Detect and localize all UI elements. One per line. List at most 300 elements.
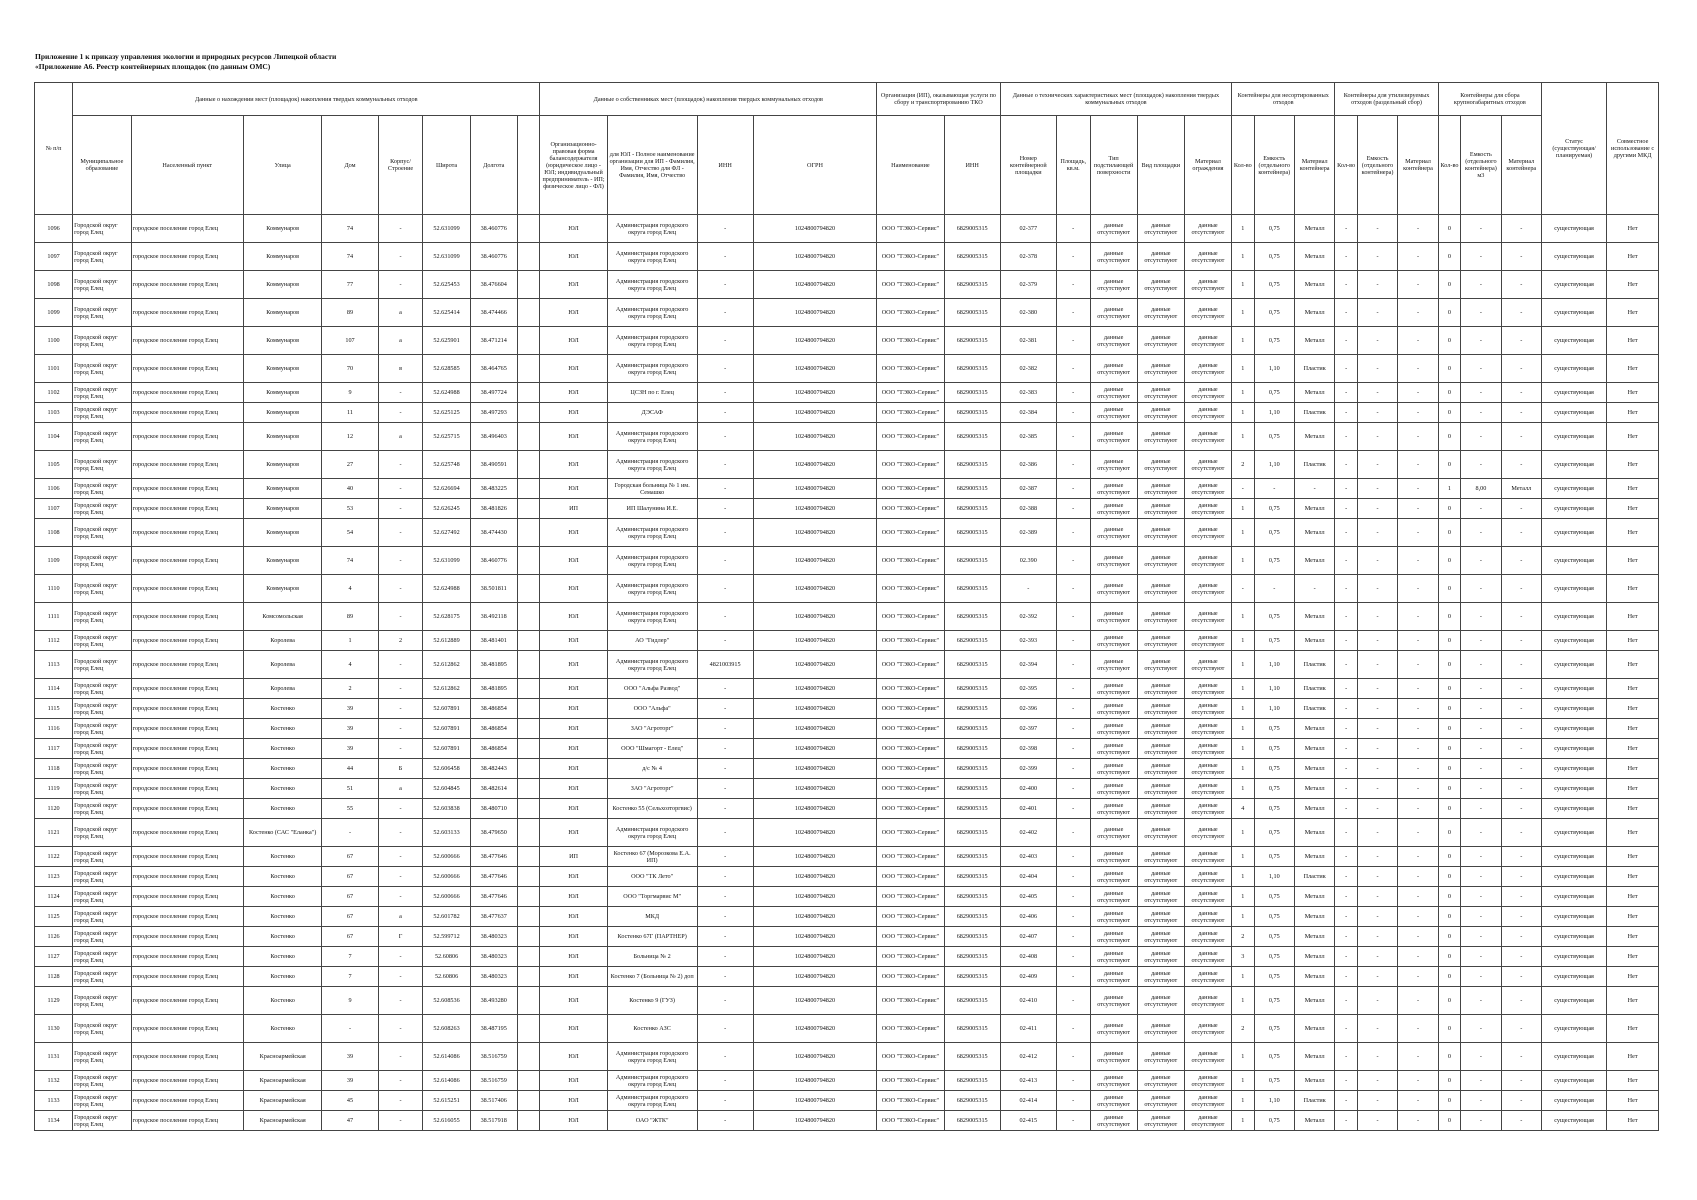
table-cell: - [1357,1071,1397,1091]
table-cell: - [1056,887,1090,907]
table-row [35,927,1659,947]
table-cell: - [1501,243,1541,271]
table-cell: - [1357,847,1397,867]
table-cell: 0,75 [1254,547,1294,575]
table-cell: данные отсутствуют [1137,847,1184,867]
table-cell: - [1461,451,1501,479]
table-cell: 52.601782 [423,907,470,927]
table-cell: 52.604845 [423,779,470,799]
table-cell: 1024800794820 [753,947,877,967]
table-cell: - [378,1043,423,1071]
table-cell: данные отсутствуют [1090,547,1137,575]
table-cell: ООО "ТЭКО-Сервис" [877,299,944,327]
column-header: Наименование [877,116,944,215]
table-cell: Г [378,927,423,947]
table-cell: 51 [322,779,378,799]
table-cell: Коммунаров [243,243,322,271]
table-cell [517,271,540,299]
table-cell: ЮЛ [540,987,607,1015]
table-cell: данные отсутствуют [1137,967,1184,987]
table-cell: 52.614086 [423,1071,470,1091]
table-cell: 0 [1438,967,1460,987]
table-cell: Администрация городского округа город Елец [607,327,697,355]
table-cell: данные отсутствуют [1090,867,1137,887]
table-cell: - [1335,243,1357,271]
table-cell: - [378,719,423,739]
table-cell: 38.471214 [470,327,517,355]
table-cell: 1024800794820 [753,1111,877,1131]
table-cell: 0 [1438,847,1460,867]
table-row [35,867,1659,887]
table-cell: 1024800794820 [753,499,877,519]
table-row [35,1091,1659,1111]
table-cell: - [378,847,423,867]
table-row [35,383,1659,403]
table-cell: 39 [322,719,378,739]
table-cell: - [1461,403,1501,423]
table-cell: ООО "Альфа" [607,699,697,719]
table-cell: данные отсутствуют [1137,423,1184,451]
table-cell: - [1461,499,1501,519]
table-cell: - [1335,739,1357,759]
table-row [35,575,1659,603]
table-cell: - [1357,679,1397,699]
table-cell: 1024800794820 [753,679,877,699]
table-cell: Костенко [243,927,322,947]
table-cell: 1 [1232,779,1254,799]
table-cell: 1130 [35,1015,73,1043]
table-cell: ЮЛ [540,927,607,947]
table-cell: 6829005315 [944,383,1000,403]
table-cell: - [1501,1091,1541,1111]
table-cell: ДЭСАФ [607,403,697,423]
table-cell: - [1398,907,1438,927]
table-cell: Коммунаров [243,547,322,575]
table-cell: Городской округ город Елец [73,271,131,299]
table-cell: 02-386 [1000,451,1056,479]
table-cell: 52.631099 [423,243,470,271]
table-cell: - [1357,799,1397,819]
table-cell: Коммунаров [243,499,322,519]
table-cell: Костенко [243,1015,322,1043]
table-cell: - [1501,1015,1541,1043]
table-cell: Костенко [243,699,322,719]
group-header: Совместное использование с другими МКД [1607,83,1659,215]
table-cell: данные отсутствуют [1137,631,1184,651]
table-cell: 1024800794820 [753,1015,877,1043]
table-cell: ООО "ТЭКО-Сервис" [877,739,944,759]
table-cell: существующая [1542,651,1607,679]
table-cell: - [378,499,423,519]
table-cell: Коммунаров [243,519,322,547]
table-cell: а [378,907,423,927]
table-cell: - [1056,299,1090,327]
table-cell: - [697,847,753,867]
table-cell: 1024800794820 [753,299,877,327]
table-cell [517,819,540,847]
table-cell: ЮЛ [540,631,607,651]
table-cell: Коммунаров [243,423,322,451]
table-cell: Металл [1294,987,1334,1015]
table-cell: 1024800794820 [753,847,877,867]
table-cell: 38.493280 [470,987,517,1015]
table-cell: - [1056,759,1090,779]
table-cell: Администрация городского округа город Елец [607,819,697,847]
table-cell: 1101 [35,355,73,383]
column-header: Материал контейнера [1294,116,1334,215]
table-cell: - [1398,947,1438,967]
table-cell: 02-393 [1000,631,1056,651]
table-cell: Нет [1607,867,1659,887]
table-cell: существующая [1542,1111,1607,1131]
table-cell: - [1056,327,1090,355]
table-cell: Нет [1607,847,1659,867]
table-cell: - [1398,215,1438,243]
column-header: Вид площадки [1137,116,1184,215]
table-cell: 38.486854 [470,739,517,759]
table-cell: 6829005315 [944,867,1000,887]
table-cell: 52.626245 [423,499,470,519]
table-cell: 1 [1232,1043,1254,1071]
table-cell: 1100 [35,327,73,355]
table-cell: существующая [1542,927,1607,947]
table-cell: Нет [1607,631,1659,651]
table-cell: - [1501,403,1541,423]
table-cell: 1 [1232,739,1254,759]
table-cell: - [697,1071,753,1091]
table-cell: ЮЛ [540,1015,607,1043]
table-cell: 1131 [35,1043,73,1071]
table-cell: - [378,451,423,479]
table-cell: 1124 [35,887,73,907]
table-cell: - [1232,575,1254,603]
table-cell: Нет [1607,679,1659,699]
table-cell: - [1357,575,1397,603]
table-cell: Нет [1607,759,1659,779]
table-cell: 4 [322,651,378,679]
table-cell: 1024800794820 [753,423,877,451]
table-cell: 52.615251 [423,1091,470,1111]
table-cell: данные отсутствуют [1184,967,1231,987]
table-cell [517,1091,540,1111]
table-cell: ООО "Торгмарвис М" [607,887,697,907]
table-cell: - [1357,355,1397,383]
table-cell: - [1056,1091,1090,1111]
table-cell: данные отсутствуют [1137,699,1184,719]
table-cell: 52.631099 [423,215,470,243]
table-cell: существующая [1542,631,1607,651]
table-cell: 02-411 [1000,1015,1056,1043]
table-cell: Городской округ город Елец [73,987,131,1015]
table-cell: - [697,451,753,479]
table-cell: 52.628585 [423,355,470,383]
table-cell: Нет [1607,699,1659,719]
table-row [35,699,1659,719]
table-cell: данные отсутствуют [1184,499,1231,519]
table-cell: - [1461,603,1501,631]
column-header: Корпус/Строение [378,116,423,215]
table-cell: 1024800794820 [753,383,877,403]
table-cell: городское поселение город Елец [131,907,243,927]
table-cell: а [378,779,423,799]
table-cell: Городской округ город Елец [73,799,131,819]
table-cell: 0 [1438,1071,1460,1091]
table-cell: - [1056,799,1090,819]
table-cell: Городской округ город Елец [73,1043,131,1071]
table-cell: ООО "ТЭКО-Сервис" [877,679,944,699]
table-cell: 1 [1232,1071,1254,1091]
table-cell: 39 [322,699,378,719]
table-cell: 52.60806 [423,967,470,987]
table-cell: 1 [1232,499,1254,519]
table-cell [517,679,540,699]
table-cell: - [1335,1043,1357,1071]
table-cell: существующая [1542,679,1607,699]
table-cell: - [1501,575,1541,603]
table-cell: данные отсутствуют [1090,355,1137,383]
table-cell: - [1501,499,1541,519]
table-cell: 1128 [35,967,73,987]
table-cell: - [378,739,423,759]
table-cell: 4821003915 [697,651,753,679]
table-cell: 6829005315 [944,719,1000,739]
table-cell: 38.487195 [470,1015,517,1043]
table-cell: Металл [1294,1015,1334,1043]
table-cell: - [1335,719,1357,739]
table-cell: - [1056,699,1090,719]
table-cell: Металл [1294,947,1334,967]
table-cell: 27 [322,451,378,479]
table-cell: Коммунаров [243,215,322,243]
table-cell: городское поселение город Елец [131,967,243,987]
table-cell: - [697,719,753,739]
table-cell: Нет [1607,907,1659,927]
table-cell: 02-412 [1000,1043,1056,1071]
table-cell: 1 [1232,519,1254,547]
table-cell: данные отсутствуют [1090,779,1137,799]
table-cell: 39 [322,739,378,759]
table-cell: городское поселение город Елец [131,1043,243,1071]
table-cell: данные отсутствуют [1184,271,1231,299]
table-cell: Металл [1501,479,1541,499]
table-cell: 1 [1232,547,1254,575]
table-cell: 1115 [35,699,73,719]
table-cell: 6829005315 [944,759,1000,779]
table-cell: 38.480323 [470,967,517,987]
table-cell: Городской округ город Елец [73,299,131,327]
table-cell: 1 [1232,215,1254,243]
table-cell: - [1398,519,1438,547]
table-cell: 52.612862 [423,679,470,699]
table-cell: 6829005315 [944,499,1000,519]
table-cell: 1096 [35,215,73,243]
table-cell: 6829005315 [944,1091,1000,1111]
table-cell: существующая [1542,479,1607,499]
table-cell: данные отсутствуют [1184,679,1231,699]
table-row [35,519,1659,547]
table-cell: Городской округ город Елец [73,603,131,631]
table-cell: 67 [322,887,378,907]
table-cell: - [1501,847,1541,867]
table-cell: 1024800794820 [753,967,877,987]
table-cell: 52.624988 [423,383,470,403]
table-cell: 0 [1438,739,1460,759]
column-header: Площадь, кв.м. [1056,116,1090,215]
table-cell: - [1398,799,1438,819]
table-cell: Нет [1607,779,1659,799]
table-row [35,947,1659,967]
table-cell: - [1056,383,1090,403]
table-cell: - [697,243,753,271]
table-cell: существующая [1542,759,1607,779]
table-cell: 0,75 [1254,215,1294,243]
table-cell: - [1461,739,1501,759]
table-row [35,423,1659,451]
table-cell: Нет [1607,479,1659,499]
table-cell: Нет [1607,1071,1659,1091]
table-cell [517,927,540,947]
table-cell: 0 [1438,799,1460,819]
table-cell: данные отсутствуют [1090,927,1137,947]
table-cell: Металл [1294,967,1334,987]
table-cell: 38.517406 [470,1091,517,1111]
table-cell: Костенко 7 (Больница № 2) доп [607,967,697,987]
column-header: Дом [322,116,378,215]
table-cell: 54 [322,519,378,547]
table-row [35,631,1659,651]
column-header: Кол-во [1438,116,1460,215]
table-cell: - [1398,987,1438,1015]
table-cell: данные отсутствуют [1090,1071,1137,1091]
table-cell: данные отсутствуют [1137,679,1184,699]
table-cell: 1,10 [1254,403,1294,423]
table-cell: - [1335,403,1357,423]
table-cell: - [1056,1043,1090,1071]
table-cell: ЮЛ [540,799,607,819]
table-cell: 02-387 [1000,479,1056,499]
table-cell: существующая [1542,499,1607,519]
table-cell: данные отсутствуют [1137,403,1184,423]
table-cell: - [378,243,423,271]
table-cell: данные отсутствуют [1184,1043,1231,1071]
table-cell: 52.625125 [423,403,470,423]
table-cell: 6829005315 [944,779,1000,799]
table-cell: данные отсутствуют [1137,867,1184,887]
table-cell: данные отсутствуют [1090,947,1137,967]
table-cell: данные отсутствуют [1090,819,1137,847]
table-cell: 38.490591 [470,451,517,479]
table-cell: Городской округ город Елец [73,759,131,779]
table-cell: ООО "ТЭКО-Сервис" [877,759,944,779]
table-cell: - [1357,451,1397,479]
table-cell: данные отсутствуют [1090,1111,1137,1131]
table-row [35,1111,1659,1131]
table-cell: Нет [1607,499,1659,519]
table-row [35,719,1659,739]
group-header: Контейнеры для утилизируемых отходов (раздельный сбор) [1335,83,1438,116]
table-cell: 6829005315 [944,799,1000,819]
table-cell: данные отсутствуют [1184,847,1231,867]
group-header: Данные о нахождении мест (площадок) накопления твердых коммунальных отходов [73,83,540,116]
table-cell: ЮЛ [540,779,607,799]
table-cell: 1097 [35,243,73,271]
table-cell: Костенко [243,779,322,799]
table-cell: - [1335,1071,1357,1091]
table-cell: городское поселение город Елец [131,423,243,451]
table-cell: данные отсутствуют [1090,907,1137,927]
table-cell: - [1335,847,1357,867]
table-cell: 1109 [35,547,73,575]
table-cell: - [378,1091,423,1111]
table-cell: - [1398,547,1438,575]
table-cell: 0 [1438,1043,1460,1071]
table-cell: 1,10 [1254,867,1294,887]
table-cell: 38.474466 [470,299,517,327]
column-header: ОГРН [753,116,877,215]
table-cell: данные отсутствуют [1137,907,1184,927]
table-cell: 11 [322,403,378,423]
table-cell: Городской округ город Елец [73,887,131,907]
table-cell: ООО "ТЭКО-Сервис" [877,947,944,967]
table-cell: данные отсутствуют [1184,603,1231,631]
table-cell: Металл [1294,327,1334,355]
table-cell: 6829005315 [944,423,1000,451]
column-header: ИНН [944,116,1000,215]
table-cell: - [378,887,423,907]
table-cell: Городской округ город Елец [73,927,131,947]
table-cell [517,799,540,819]
table-cell: ООО "ТЭКО-Сервис" [877,651,944,679]
table-cell: городское поселение город Елец [131,1015,243,1043]
table-cell: существующая [1542,967,1607,987]
table-cell: данные отсутствуют [1184,719,1231,739]
table-cell: 52.625901 [423,327,470,355]
table-cell: 0,75 [1254,299,1294,327]
table-cell: ЦСЗН по г. Елец [607,383,697,403]
table-cell: - [1335,631,1357,651]
table-cell: данные отсутствуют [1184,987,1231,1015]
table-cell: данные отсутствуют [1137,299,1184,327]
table-cell: городское поселение город Елец [131,927,243,947]
table-cell: данные отсутствуют [1184,383,1231,403]
table-cell: - [378,799,423,819]
table-cell: 6829005315 [944,651,1000,679]
table-cell: 0,75 [1254,243,1294,271]
table-cell: 1104 [35,423,73,451]
table-cell: Городской округ город Елец [73,651,131,679]
table-cell: Красноармейская [243,1071,322,1091]
table-cell: Нет [1607,739,1659,759]
table-cell: Металл [1294,499,1334,519]
table-cell: Костенко [243,739,322,759]
table-cell: - [1335,867,1357,887]
table-cell: - [322,1015,378,1043]
table-cell [517,631,540,651]
table-cell: - [378,271,423,299]
table-cell: данные отсутствуют [1137,575,1184,603]
table-cell: 2 [1232,451,1254,479]
table-cell: - [1501,719,1541,739]
table-cell: данные отсутствуют [1184,799,1231,819]
table-cell: Нет [1607,967,1659,987]
table-cell: Городской округ город Елец [73,679,131,699]
table-cell: - [1056,479,1090,499]
table-cell: 44 [322,759,378,779]
table-cell: 02-404 [1000,867,1056,887]
table-cell: 38.481826 [470,499,517,519]
table-cell: 1024800794820 [753,271,877,299]
column-header: Долгота [470,116,517,215]
